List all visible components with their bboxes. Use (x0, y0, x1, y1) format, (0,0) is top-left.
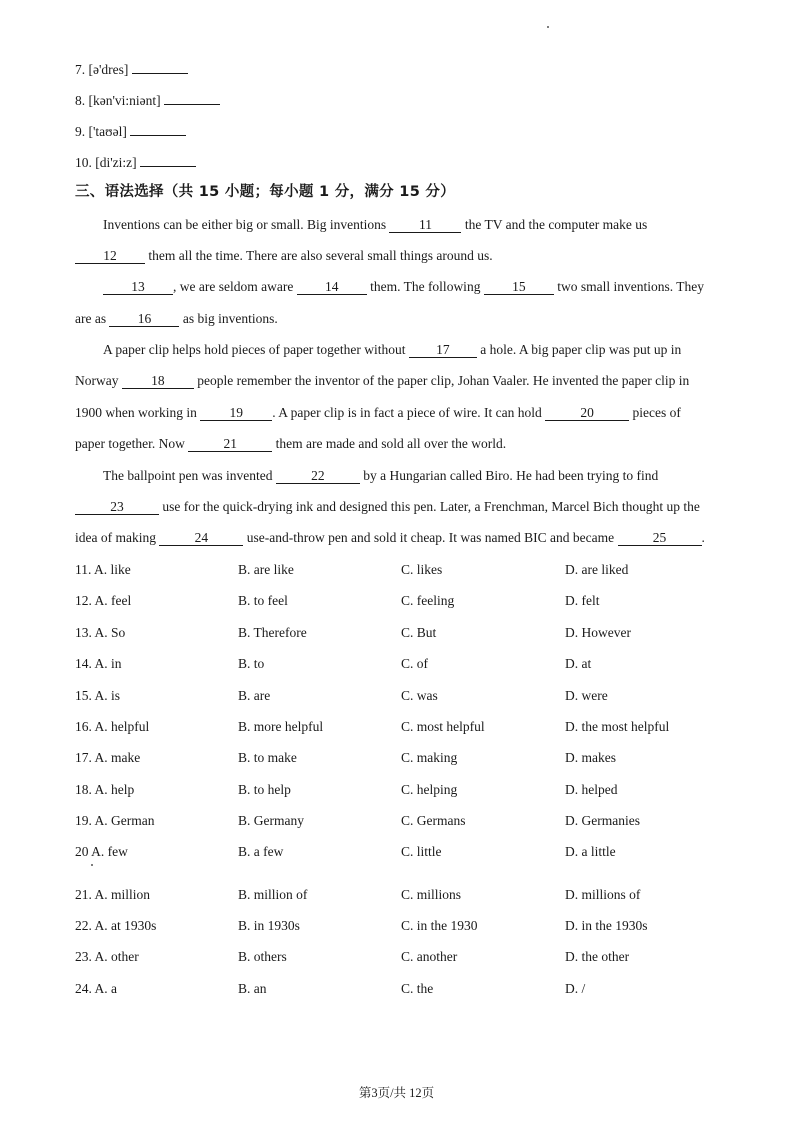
option-c[interactable]: C. little (401, 844, 442, 859)
option-c[interactable]: C. feeling (401, 593, 455, 608)
option-d[interactable]: D. / (565, 981, 586, 996)
gap-24[interactable]: 24 (159, 530, 243, 546)
passage-line (75, 529, 705, 547)
option-b[interactable]: B. a few (238, 844, 284, 859)
option-b[interactable]: B. to make (238, 750, 297, 765)
passage-text: 1900 when working in (75, 405, 201, 420)
passage-text: A paper clip helps hold pieces of paper together without (103, 342, 409, 357)
gap-17[interactable]: 17 (409, 342, 477, 358)
passage-line (75, 435, 506, 453)
passage-text: Inventions can be either big or small. Big inventions (103, 217, 390, 232)
passage-text: by a Hungarian called Biro. He had been trying to find (359, 468, 659, 483)
item-number: 9. (75, 124, 86, 139)
answer-blank[interactable] (140, 152, 196, 167)
passage-text: as big inventions. (179, 311, 278, 326)
option-b[interactable]: B. million of (238, 887, 308, 902)
option-c[interactable]: C. most helpful (401, 719, 485, 734)
section-heading: 三、语法选择（共 15 小题；每小题 1 分，满分 15 分） (75, 184, 456, 200)
passage-text: idea of making (75, 530, 160, 545)
answer-blank[interactable] (132, 59, 188, 74)
passage-text: , we are seldom aware (173, 279, 297, 294)
passage-text: . (701, 530, 705, 545)
passage-text: two small inventions. They (553, 279, 704, 294)
option-d[interactable]: D. helped (565, 782, 618, 797)
option-c[interactable]: C. the (401, 981, 434, 996)
option-b[interactable]: B. to help (238, 782, 291, 797)
option-c[interactable]: C. in the 1930 (401, 918, 478, 933)
answer-blank[interactable] (130, 121, 186, 136)
page-footer: 第3页/共 12页 (358, 1086, 435, 1100)
option-a[interactable]: 22. A. at 1930s (75, 918, 157, 933)
passage-line (75, 498, 700, 516)
passage-text: paper together. Now (75, 436, 189, 451)
option-d[interactable]: D. the other (565, 949, 630, 964)
passage-line (103, 278, 704, 296)
option-b[interactable]: B. in 1930s (238, 918, 300, 933)
option-a[interactable]: 20 A. few (75, 844, 128, 859)
option-a[interactable]: 23. A. other (75, 949, 139, 964)
option-d[interactable]: D. at (565, 656, 592, 671)
option-b[interactable]: B. Therefore (238, 625, 307, 640)
option-a[interactable]: 12. A. feel (75, 593, 132, 608)
item-number: 10. (75, 155, 92, 170)
option-a[interactable]: 15. A. is (75, 688, 121, 703)
phonetic-text: [kən'vi:niənt] (88, 93, 161, 108)
passage-text: a hole. A big paper clip was put up in (476, 342, 682, 357)
phonetic-text: [di'zi:z] (95, 155, 137, 170)
passage-text: people remember the inventor of the paper clip, Johan Vaaler. He invented the paper clip in (193, 373, 690, 388)
option-c[interactable]: C. making (401, 750, 458, 765)
option-c[interactable]: C. helping (401, 782, 458, 797)
passage-text: are as (75, 311, 110, 326)
passage-line (75, 404, 681, 422)
option-c[interactable]: C. another (401, 949, 458, 964)
passage-text: . A paper clip is in fact a piece of wire. It can hold (272, 405, 546, 420)
item-number: 7. (75, 62, 86, 77)
passage-text: The ballpoint pen was invented (103, 468, 276, 483)
passage-line (75, 310, 278, 328)
gap-18[interactable]: 18 (122, 373, 194, 389)
option-a[interactable]: 19. A. German (75, 813, 155, 828)
option-d[interactable]: D. are liked (565, 562, 629, 577)
answer-blank[interactable] (164, 90, 220, 105)
gap-22[interactable]: 22 (276, 468, 360, 484)
option-d[interactable]: D. Germanies (565, 813, 640, 828)
passage-text: pieces of (629, 405, 681, 420)
phonetic-item (75, 59, 188, 79)
phonetic-item (75, 90, 220, 110)
gap-13[interactable]: 13 (103, 279, 173, 295)
phonetic-text: ['taʊəl] (88, 124, 127, 139)
gap-12[interactable]: 12 (75, 248, 145, 264)
option-c[interactable]: C. of (401, 656, 428, 671)
passage-line (75, 247, 493, 265)
gap-19[interactable]: 19 (200, 405, 272, 421)
passage-line (103, 216, 647, 234)
option-c[interactable]: C. likes (401, 562, 443, 577)
option-b[interactable]: B. to (238, 656, 265, 671)
option-d[interactable]: D. felt (565, 593, 600, 608)
option-c[interactable]: C. But (401, 625, 437, 640)
option-d[interactable]: D. millions of (565, 887, 641, 902)
option-d[interactable]: D. However (565, 625, 631, 640)
item-number: 8. (75, 93, 86, 108)
passage-text: them. The following (366, 279, 484, 294)
gap-23[interactable]: 23 (75, 499, 159, 515)
option-c[interactable]: C. millions (401, 887, 462, 902)
gap-25[interactable]: 25 (618, 530, 702, 546)
option-b[interactable]: B. more helpful (238, 719, 324, 734)
speck-mark (91, 864, 93, 866)
option-a[interactable]: 18. A. help (75, 782, 135, 797)
gap-11[interactable]: 11 (389, 217, 461, 233)
phonetic-item (75, 152, 196, 172)
option-b[interactable]: B. are like (238, 562, 294, 577)
gap-15[interactable]: 15 (484, 279, 554, 295)
option-a[interactable]: 24. A. a (75, 981, 117, 996)
phonetic-text: [ə'dres] (88, 62, 129, 77)
passage-text: them all the time. There are also several small things around us. (145, 248, 493, 263)
speck-mark (547, 26, 549, 28)
passage-text: Norway (75, 373, 122, 388)
phonetic-item (75, 121, 186, 141)
gap-20[interactable]: 20 (545, 405, 629, 421)
passage-line (75, 372, 689, 390)
passage-text: use-and-throw pen and sold it cheap. It was named BIC and became (243, 530, 618, 545)
option-b[interactable]: B. are (238, 688, 271, 703)
passage-text: use for the quick-drying ink and designed this pen. Later, a Frenchman, Marcel Bich thought up the (159, 499, 700, 514)
option-d[interactable]: D. in the 1930s (565, 918, 648, 933)
passage-line (103, 341, 681, 359)
option-d[interactable]: D. the most helpful (565, 719, 670, 734)
option-a[interactable]: 14. A. in (75, 656, 122, 671)
option-a[interactable]: 17. A. make (75, 750, 141, 765)
option-b[interactable]: B. to feel (238, 593, 288, 608)
passage-text: the TV and the computer make us (461, 217, 648, 232)
option-d[interactable]: D. a little (565, 844, 616, 859)
gap-16[interactable]: 16 (109, 311, 179, 327)
passage-line (103, 467, 658, 485)
passage-text: them are made and sold all over the world. (272, 436, 507, 451)
option-d[interactable]: D. makes (565, 750, 616, 765)
option-a[interactable]: 13. A. So (75, 625, 126, 640)
option-b[interactable]: B. Germany (238, 813, 304, 828)
option-d[interactable]: D. were (565, 688, 608, 703)
option-c[interactable]: C. was (401, 688, 438, 703)
gap-14[interactable]: 14 (297, 279, 367, 295)
option-b[interactable]: B. an (238, 981, 267, 996)
option-a[interactable]: 21. A. million (75, 887, 151, 902)
gap-21[interactable]: 21 (188, 436, 272, 452)
option-a[interactable]: 11. A. like (75, 562, 131, 577)
option-a[interactable]: 16. A. helpful (75, 719, 150, 734)
option-c[interactable]: C. Germans (401, 813, 466, 828)
option-b[interactable]: B. others (238, 949, 287, 964)
